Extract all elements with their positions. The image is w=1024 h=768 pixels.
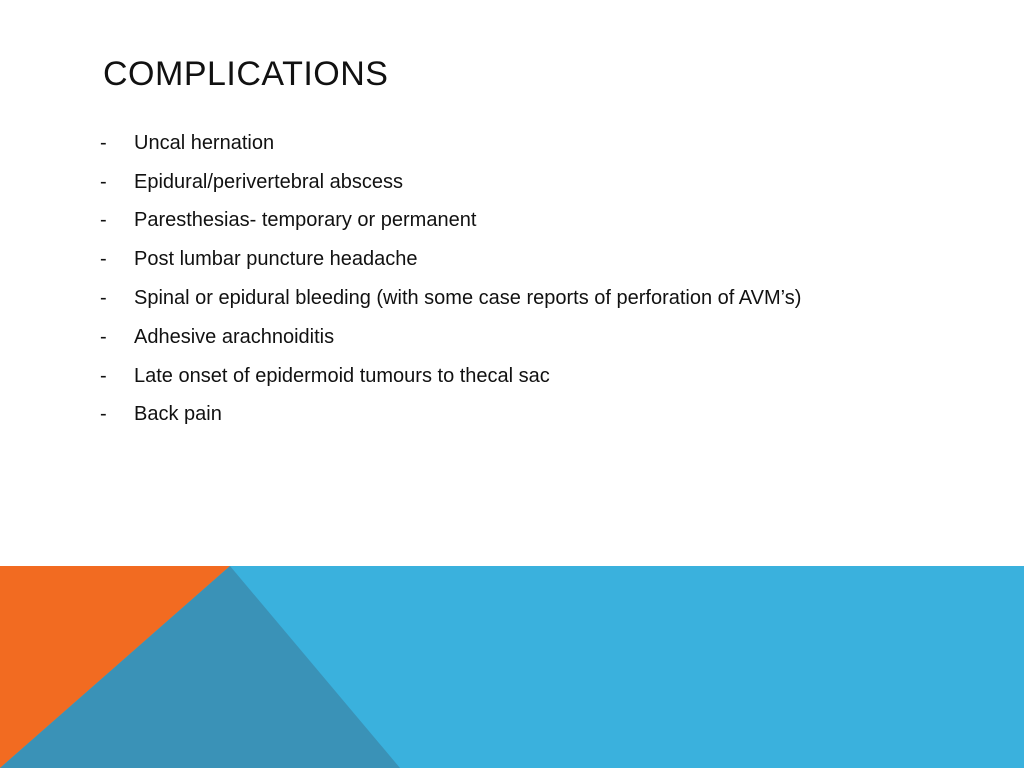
bullet-item [100, 163, 801, 202]
bullet-text: Spinal or epidural bleeding (with some case reports of perforation of AVM’s) [134, 287, 802, 310]
bullet-list [100, 124, 801, 434]
bullet-marker: - [100, 209, 107, 232]
slide-title: COMPLICATIONS [103, 55, 389, 93]
bullet-marker: - [100, 248, 107, 271]
bullet-item [100, 202, 801, 241]
bullet-text: Late onset of epidermoid tumours to thecal sac [134, 364, 550, 387]
bullet-text: Adhesive arachnoiditis [134, 325, 335, 348]
bullet-item [100, 124, 801, 163]
bullet-text: Paresthesias- temporary or permanent [134, 209, 477, 232]
bullet-marker: - [100, 403, 107, 426]
bullet-item [100, 240, 801, 279]
decorative-footer-band [0, 566, 1024, 768]
bullet-marker: - [100, 170, 107, 193]
bullet-text: Post lumbar puncture headache [134, 248, 418, 271]
bullet-item [100, 357, 801, 396]
bullet-marker: - [100, 287, 107, 310]
bullet-marker: - [100, 131, 107, 154]
bullet-text: Uncal hernation [134, 131, 275, 154]
bullet-item [100, 318, 801, 357]
bullet-marker: - [100, 325, 107, 348]
bullet-marker: - [100, 364, 107, 387]
bullet-text: Back pain [134, 403, 222, 426]
bullet-item [100, 396, 801, 435]
bullet-text: Epidural/perivertebral abscess [134, 170, 404, 193]
bullet-item [100, 279, 801, 318]
